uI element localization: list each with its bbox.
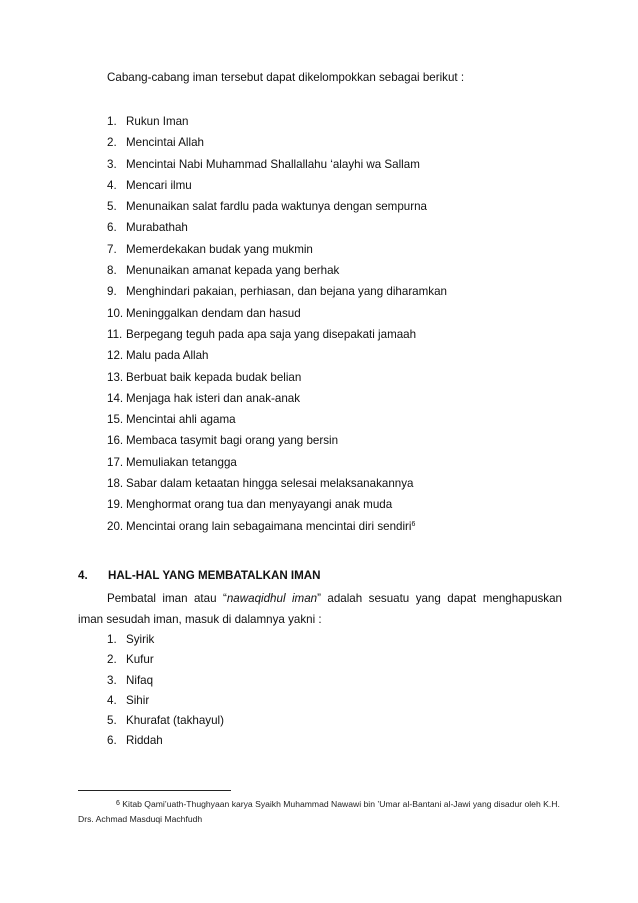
branch-item-number: 7. [107, 242, 117, 256]
nullifier-item-text: Kufur [126, 653, 154, 667]
nullifier-item-number: 1. [107, 633, 117, 646]
branch-item-text: Mencintai ahli agama [126, 413, 236, 427]
branch-item-text: Murabathah [126, 221, 188, 235]
branch-item-text: Sabar dalam ketaatan hingga selesai melaksanakannya [126, 477, 414, 491]
branch-item [107, 284, 447, 305]
branch-item-number: 20. [107, 519, 124, 533]
branch-item-text: Mencintai orang lain sebagaimana mencintai diri sendiri [126, 519, 412, 533]
nullifier-item [107, 713, 224, 733]
nullifier-item [107, 652, 224, 672]
branch-item-text: Memuliakan tetangga [126, 455, 237, 469]
section-number: 4. [78, 569, 88, 582]
footnote-separator [78, 790, 231, 791]
branch-item-text: Memerdekakan budak yang mukmin [126, 242, 313, 256]
branch-item-number: 5. [107, 200, 117, 214]
branch-item [107, 391, 447, 412]
branch-item-text: Menghormat orang tua dan menyayangi anak muda [126, 498, 393, 512]
branch-item-number: 10. [107, 306, 124, 320]
paragraph-line-2: iman sesudah iman, masuk di dalamnya yakni : [78, 613, 322, 626]
branch-item [107, 306, 447, 327]
branch-item-text: Membaca tasymit bagi orang yang bersin [126, 434, 339, 448]
branch-item-number: 17. [107, 455, 124, 469]
iman-branches-list [107, 114, 447, 540]
branch-item-number: 14. [107, 391, 124, 405]
branch-item-text: Malu pada Allah [126, 349, 209, 363]
branch-item-number: 1. [107, 115, 117, 128]
iman-nullifiers-list [107, 632, 224, 754]
branch-item-text: Rukun Iman [126, 115, 189, 128]
branch-item [107, 135, 447, 156]
branch-item [107, 114, 447, 135]
branch-item-number: 9. [107, 285, 117, 299]
branch-item-number: 15. [107, 413, 124, 427]
branch-item-number: 16. [107, 434, 124, 448]
branch-item-number: 8. [107, 264, 117, 278]
nullifier-item-text: Riddah [126, 734, 163, 748]
branch-item-text: Menghindari pakaian, perhiasan, dan bejana yang diharamkan [126, 285, 447, 299]
nullifier-item-number: 5. [107, 714, 117, 728]
branch-item-text: Mencintai Allah [126, 136, 204, 150]
branch-item [107, 199, 447, 220]
nullifier-item-number: 6. [107, 734, 117, 748]
branch-item-number: 12. [107, 349, 124, 363]
nullifier-item [107, 693, 224, 713]
intro-sentence: Cabang-cabang iman tersebut dapat dikelompokkan sebagai berikut : [107, 71, 465, 84]
branch-item [107, 327, 447, 348]
branch-item [107, 433, 447, 454]
branch-item [107, 412, 447, 433]
branch-item-number: 6. [107, 221, 117, 235]
branch-item [107, 370, 447, 391]
footnote-mark: 6 [116, 800, 120, 807]
section-heading [78, 569, 321, 582]
nullifier-item-text: Sihir [126, 693, 150, 707]
branch-item-number: 3. [107, 157, 117, 171]
nullifier-item-text: Syirik [126, 633, 155, 646]
nullifier-item [107, 673, 224, 693]
branch-item-number: 11. [107, 327, 123, 341]
branch-item-text: Mencintai Nabi Muhammad Shallallahu ‘alayhi wa Sallam [126, 157, 420, 171]
branch-item [107, 455, 447, 476]
branch-item-text: Berpegang teguh pada apa saja yang disepakati jamaah [126, 327, 417, 341]
branch-item [107, 519, 447, 540]
paragraph-line-1-after: ” adalah sesuatu yang dapat menghapuskan [317, 592, 563, 605]
branch-item-text: Berbuat baik kepada budak belian [126, 370, 302, 384]
nullifier-item-text: Khurafat (takhayul) [126, 714, 224, 728]
paragraph-line-1 [107, 592, 562, 605]
nullifier-item-number: 3. [107, 673, 117, 687]
branch-item [107, 157, 447, 178]
branch-item-text: Mencari ilmu [126, 178, 192, 192]
term-italic: nawaqidhul iman [226, 592, 318, 605]
footnote-reference[interactable]: 6 [411, 520, 416, 528]
branch-item [107, 178, 447, 199]
branch-item-number: 19. [107, 498, 124, 512]
branch-item-text: Meninggalkan dendam dan hasud [126, 306, 301, 320]
nullifier-item [107, 733, 224, 753]
section-title: HAL-HAL YANG MEMBATALKAN IMAN [108, 569, 321, 582]
branch-item-number: 13. [107, 370, 124, 384]
footnote [78, 797, 568, 826]
nullifier-item-number: 2. [107, 653, 117, 667]
branch-item-number: 2. [107, 136, 117, 150]
branch-item-number: 18. [107, 477, 124, 491]
nullifier-item [107, 632, 224, 652]
branch-item [107, 476, 447, 497]
nullifier-item-number: 4. [107, 693, 117, 707]
branch-item [107, 242, 447, 263]
branch-item-number: 4. [107, 178, 117, 192]
nullifier-item-text: Nifaq [126, 673, 154, 687]
branch-item-text: Menjaga hak isteri dan anak-anak [126, 391, 301, 405]
branch-item [107, 220, 447, 241]
branch-item [107, 497, 447, 518]
branch-item [107, 348, 447, 369]
branch-item [107, 263, 447, 284]
branch-item-text: Menunaikan amanat kepada yang berhak [126, 264, 340, 278]
footnote-text: Kitab Qami’uath-Thughyaan karya Syaikh Muhammad Nawawi bin ’Umar al-Bantani al-Jawi yang disadur oleh K.H. Drs. Achmad Masduqi Machfudh [78, 799, 560, 824]
paragraph-line-1-before: Pembatal iman atau “ [107, 592, 227, 605]
branch-item-text: Menunaikan salat fardlu pada waktunya dengan sempurna [126, 200, 427, 214]
